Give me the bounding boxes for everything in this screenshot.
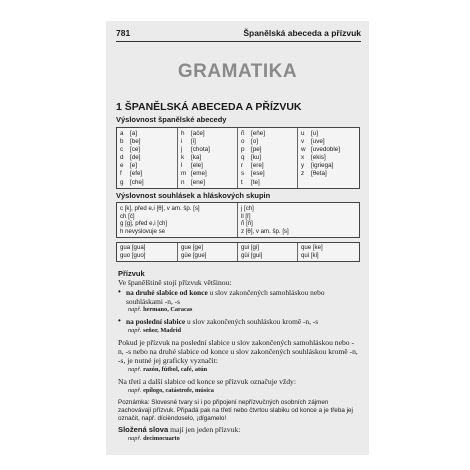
antepenult-example: např. epílogo, catástrofe, música (128, 387, 214, 394)
alphabet-letters-4: u v w x y z (301, 130, 306, 178)
note-paragraph: Poznámka: Slovesné tvary si i po připojení nepřízvučných osobních zájmen zachovávají přízvuk. Připadá pak na třetí nebo čtvrtou slabiku od konce a je třeba jej označit, např. dícièndoselo, ¡dígamelo! (118, 399, 353, 422)
page-number: 781 (116, 28, 131, 38)
alphabet-letters-1: a b c d e f g (120, 130, 124, 186)
bullet-icon: • (118, 287, 121, 296)
group-cell: que [ke] qui [ki] (301, 244, 323, 259)
alphabet-sounds-3: [eňe] [o] [pe] [ku] [ere] [ese] [te] (251, 130, 266, 186)
compound-words-rule: Složená slova mají jen jeden přízvuk: (118, 425, 241, 434)
stress-rule-1-example: např. hermano, Caracas (128, 306, 193, 313)
stress-heading: Přízvuk (118, 269, 145, 278)
table-divider (237, 203, 238, 237)
alphabet-sounds-4: [u] [uve] [uvedoble] [ekis] [igriega] [θeta] (311, 130, 341, 178)
group-cell: gui [gi] güi [gui] (241, 244, 263, 259)
alphabet-heading: Výslovnost španělské abecedy (116, 115, 227, 124)
alphabet-table (116, 127, 360, 189)
letter-groups-table (116, 242, 360, 262)
bullet-icon: • (118, 316, 121, 325)
stress-rule-1: na druhé slabice od konce u slov zakončených samohláskou nebo souhláskami -n, -s (126, 288, 325, 306)
table-divider (297, 128, 298, 188)
consonants-left: c [k], před e,i [θ], v am. šp. [s] ch [č] g [g], před e,i [ch] h nevyslovuje se (120, 205, 200, 235)
table-divider (177, 243, 178, 261)
alphabet-letters-2: h i j k l m n (181, 130, 187, 186)
group-cell: gua [gua] guo [guo] (120, 244, 146, 259)
compound-words-example: např. decimocuarto (128, 435, 180, 442)
accent-mark-rule: Pokud je přízvuk na poslední slabice u slov zakončených samohláskou nebo -n, -s nebo na druhé slabice od konce u slov zakončených souhláskou kromě -n, -s, je nutné jej graficky vyznačit: (118, 338, 358, 365)
antepenult-rule: Na třetí a další slabice od konce se přízvuk označuje vždy: (118, 377, 296, 386)
stress-rule-2: na poslední slabice u slov zakončených souhláskou kromě -n, -s (126, 317, 319, 326)
section-title: 1 ŠPANĚLSKÁ ABECEDA A PŘÍZVUK (116, 101, 302, 113)
table-divider (237, 128, 238, 188)
table-divider (297, 243, 298, 261)
running-header (116, 27, 361, 42)
alphabet-sounds-2: [ače] [i] [chota] [ka] [ele] [eme] [ene] (191, 130, 210, 186)
book-page (106, 21, 369, 455)
stress-rule-2-example: např. señor, Madrid (128, 327, 181, 334)
running-title: Španělská abeceda a přízvuk (243, 28, 361, 38)
table-divider (237, 243, 238, 261)
group-cell: gue [ge] güe [gue] (181, 244, 207, 259)
alphabet-sounds-1: [a] [be] [ce] [de] [e] [efe] [che] (130, 130, 144, 186)
table-divider (177, 128, 178, 188)
stress-intro: Ve španělštině stojí přízvuk většinou: (118, 278, 232, 287)
consonants-right: j [ch] ll [ľ] ñ [ň] z [θ], v am. šp. [s] (241, 205, 289, 235)
consonants-heading: Výslovnost souhlásek a hláskových skupin (116, 191, 271, 200)
accent-mark-example: např. razón, fútbol, café, atún (128, 366, 208, 373)
alphabet-letters-3: ñ o p q r s t (241, 130, 245, 186)
consonants-table (116, 202, 360, 238)
chapter-banner: GRAMATIKA (177, 61, 298, 82)
